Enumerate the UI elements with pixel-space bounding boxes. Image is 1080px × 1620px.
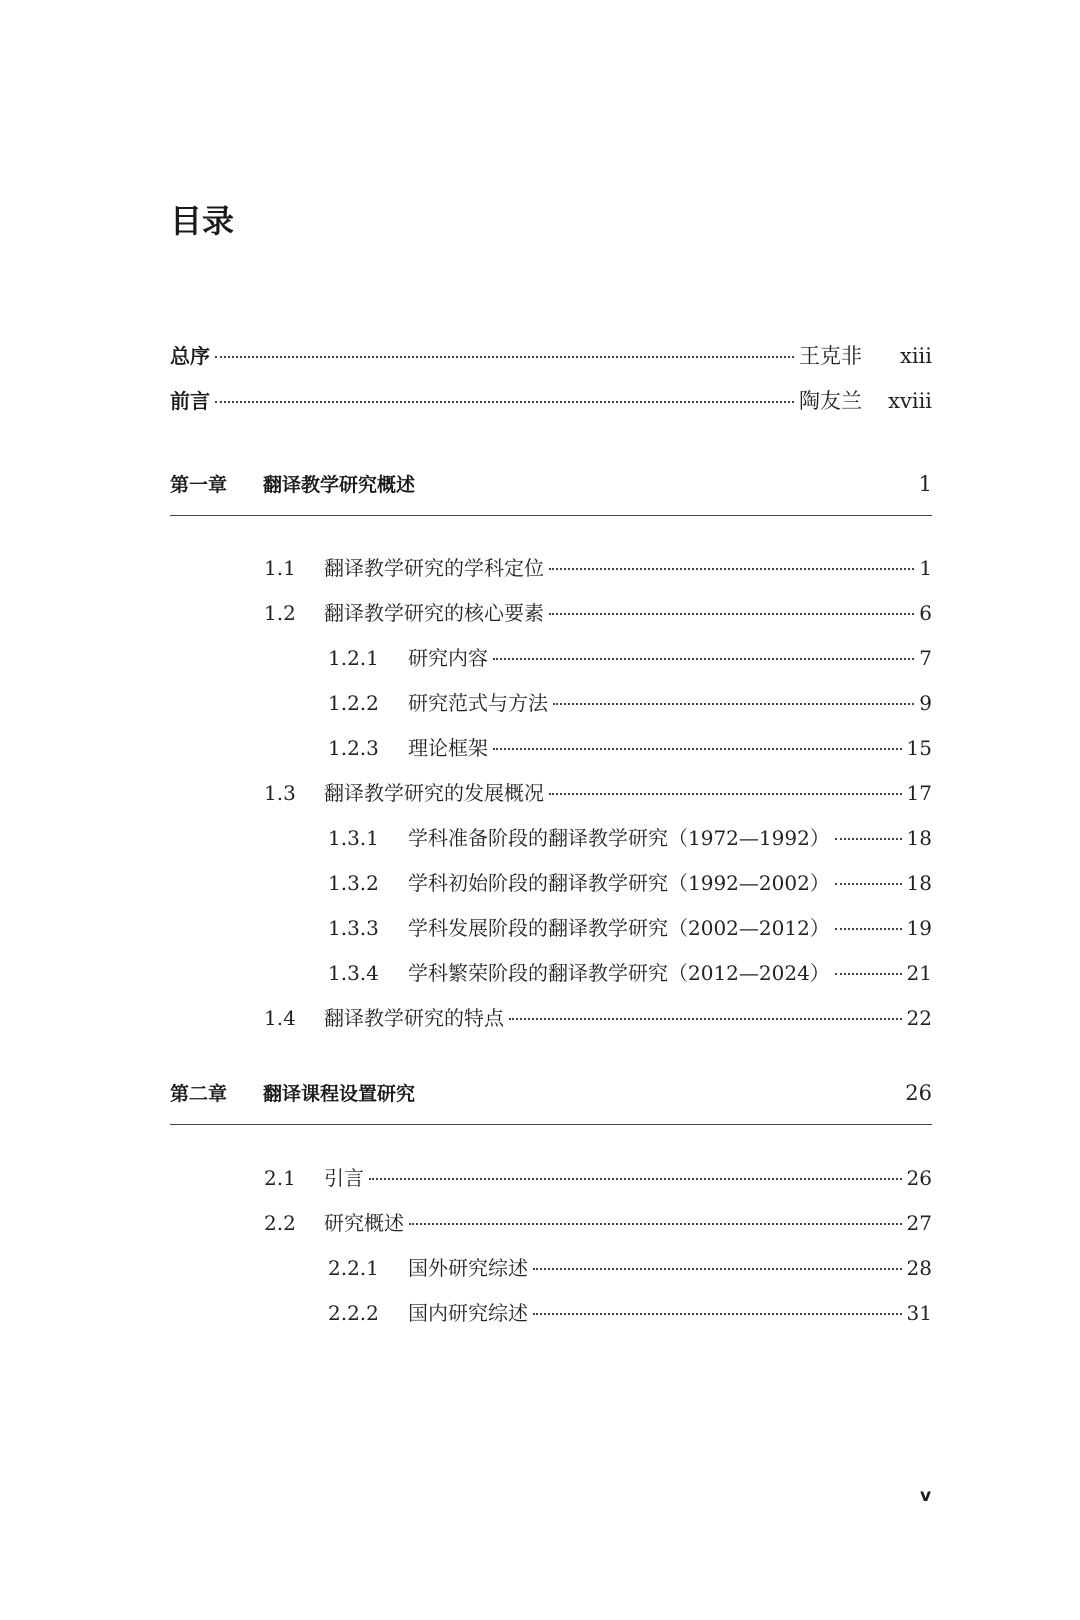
section-number: 2.1 bbox=[264, 1166, 296, 1190]
section-number: 1.2 bbox=[264, 601, 296, 625]
section-number: 1.3.4 bbox=[328, 961, 379, 985]
chapter-2-entries bbox=[170, 1162, 932, 1342]
toc-entry-page: xiii bbox=[900, 344, 932, 368]
section-page: 21 bbox=[906, 961, 932, 985]
dot-leader bbox=[549, 613, 914, 615]
chapter-number: 第二章 bbox=[170, 1083, 228, 1105]
section-page: 1 bbox=[919, 556, 932, 580]
chapter-page: 1 bbox=[918, 472, 932, 496]
chapter-number: 第一章 bbox=[170, 474, 228, 496]
section-title: 引言 bbox=[324, 1166, 364, 1190]
toc-entry[interactable] bbox=[170, 867, 932, 912]
section-number: 2.2 bbox=[264, 1211, 296, 1235]
toc-entry[interactable] bbox=[170, 552, 932, 597]
toc-entry[interactable] bbox=[170, 1297, 932, 1342]
section-number: 2.2.2 bbox=[328, 1301, 379, 1325]
section-title: 国外研究综述 bbox=[408, 1256, 528, 1280]
dot-leader bbox=[835, 883, 902, 885]
section-title: 学科发展阶段的翻译教学研究（2002—2012） bbox=[408, 916, 830, 940]
section-number: 1.3.3 bbox=[328, 916, 379, 940]
chapter-1-entries bbox=[170, 552, 932, 1047]
dot-leader bbox=[215, 356, 794, 358]
toc-entry[interactable] bbox=[170, 1207, 932, 1252]
toc-entry-label: 总序 bbox=[170, 344, 210, 368]
section-title: 研究内容 bbox=[408, 646, 488, 670]
toc-entry[interactable] bbox=[170, 1162, 932, 1207]
section-title: 翻译教学研究的学科定位 bbox=[324, 556, 544, 580]
dot-leader bbox=[409, 1223, 902, 1225]
section-page: 7 bbox=[919, 646, 932, 670]
toc-entry[interactable] bbox=[170, 912, 932, 957]
section-page: 28 bbox=[906, 1256, 932, 1280]
section-number: 1.3.1 bbox=[328, 826, 379, 850]
toc-entry[interactable] bbox=[170, 822, 932, 867]
toc-entry[interactable] bbox=[170, 732, 932, 777]
toc-entry[interactable] bbox=[170, 597, 932, 642]
toc-entry-author: 陶友兰 bbox=[799, 389, 862, 413]
section-page: 9 bbox=[919, 691, 932, 715]
dot-leader bbox=[835, 928, 902, 930]
section-title: 学科初始阶段的翻译教学研究（1992—2002） bbox=[408, 871, 830, 895]
section-title: 国内研究综述 bbox=[408, 1301, 528, 1325]
chapter-page: 26 bbox=[905, 1081, 932, 1105]
chapter-title: 翻译教学研究概述 bbox=[263, 474, 416, 496]
toc-entry-general-preface[interactable] bbox=[170, 340, 932, 385]
section-page: 17 bbox=[906, 781, 932, 805]
section-title: 学科繁荣阶段的翻译教学研究（2012—2024） bbox=[408, 961, 830, 985]
section-page: 31 bbox=[906, 1301, 932, 1325]
dot-leader bbox=[553, 703, 914, 705]
dot-leader bbox=[835, 838, 902, 840]
section-number: 1.2.3 bbox=[328, 736, 379, 760]
chapter-heading-2[interactable] bbox=[170, 1079, 932, 1125]
section-number: 1.1 bbox=[264, 556, 296, 580]
page-number: v bbox=[920, 1486, 932, 1506]
section-number: 1.3.2 bbox=[328, 871, 379, 895]
chapter-heading-1[interactable] bbox=[170, 470, 932, 516]
toc-entry-author: 王克非 bbox=[799, 344, 862, 368]
dot-leader bbox=[549, 793, 902, 795]
toc-entry[interactable] bbox=[170, 642, 932, 687]
section-title: 翻译教学研究的核心要素 bbox=[324, 601, 544, 625]
toc-entry[interactable] bbox=[170, 1002, 932, 1047]
front-matter bbox=[170, 340, 932, 430]
section-number: 1.2.1 bbox=[328, 646, 379, 670]
dot-leader bbox=[493, 748, 902, 750]
section-number: 2.2.1 bbox=[328, 1256, 379, 1280]
toc-entry[interactable] bbox=[170, 777, 932, 822]
section-number: 1.3 bbox=[264, 781, 296, 805]
section-page: 26 bbox=[906, 1166, 932, 1190]
dot-leader bbox=[493, 658, 914, 660]
dot-leader bbox=[533, 1313, 902, 1315]
dot-leader bbox=[509, 1018, 902, 1020]
section-page: 19 bbox=[906, 916, 932, 940]
section-page: 6 bbox=[919, 601, 932, 625]
section-title: 研究范式与方法 bbox=[408, 691, 548, 715]
section-page: 22 bbox=[906, 1006, 932, 1030]
dot-leader bbox=[549, 568, 914, 570]
chapter-title: 翻译课程设置研究 bbox=[263, 1083, 416, 1105]
dot-leader bbox=[215, 401, 794, 403]
toc-entry[interactable] bbox=[170, 687, 932, 732]
section-title: 理论框架 bbox=[408, 736, 488, 760]
section-number: 1.2.2 bbox=[328, 691, 379, 715]
toc-entry-foreword[interactable] bbox=[170, 385, 932, 430]
section-title: 翻译教学研究的特点 bbox=[324, 1006, 504, 1030]
section-title: 学科准备阶段的翻译教学研究（1972—1992） bbox=[408, 826, 830, 850]
toc-entry[interactable] bbox=[170, 957, 932, 1002]
section-number: 1.4 bbox=[264, 1006, 296, 1030]
toc-entry[interactable] bbox=[170, 1252, 932, 1297]
toc-entry-label: 前言 bbox=[170, 389, 210, 413]
section-page: 27 bbox=[906, 1211, 932, 1235]
section-title: 翻译教学研究的发展概况 bbox=[324, 781, 544, 805]
section-page: 15 bbox=[906, 736, 932, 760]
dot-leader bbox=[835, 973, 902, 975]
section-title: 研究概述 bbox=[324, 1211, 404, 1235]
dot-leader bbox=[369, 1178, 902, 1180]
dot-leader bbox=[533, 1268, 902, 1270]
page-title: 目录 bbox=[170, 202, 235, 240]
toc-entry-page: xviii bbox=[888, 389, 932, 413]
section-page: 18 bbox=[906, 871, 932, 895]
section-page: 18 bbox=[906, 826, 932, 850]
